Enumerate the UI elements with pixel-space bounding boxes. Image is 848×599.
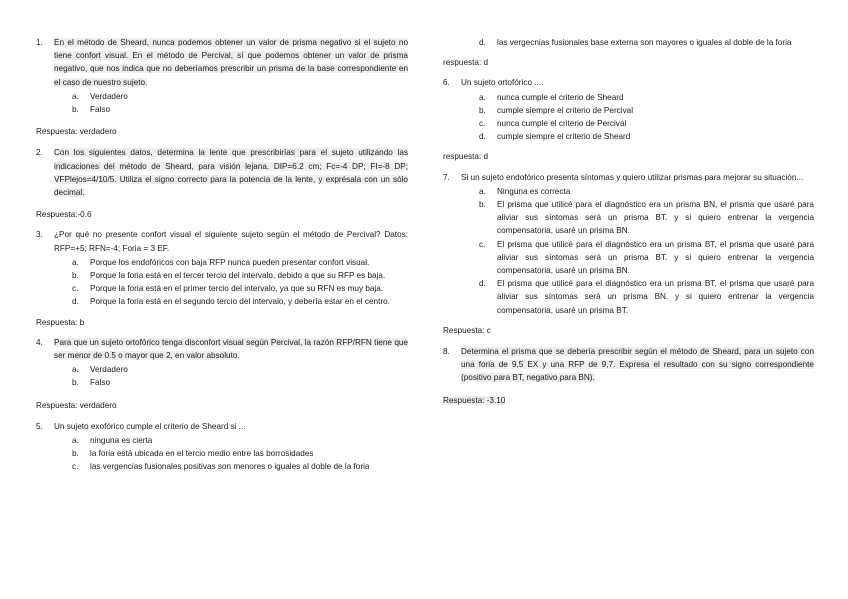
options-list bbox=[36, 434, 408, 474]
question-number: 5. bbox=[36, 421, 43, 431]
option-d: d. cumple siempre el criterio de Sheard bbox=[479, 132, 631, 142]
answer-text: Respuesta: -3.10 bbox=[443, 395, 506, 405]
question-text: Si un sujeto endofórico presenta síntomas y quiero utilizar prismas para mejorar su situación... bbox=[461, 172, 804, 182]
question-number: 1. bbox=[36, 38, 43, 47]
option-a: a. Ninguna es correcta bbox=[479, 186, 571, 196]
option-a: a. nunca cumple el criterio de Sheard bbox=[479, 92, 624, 102]
question-text: Determina el prisma que se debería prescribir según el método de Sheard, para un sujeto con una foria de 9,5 EX y una RFP de 9,7. Expresa el resultado con su signo correspondiente (positivo para BT, negativo para BN). bbox=[461, 347, 814, 383]
question-number: 3. bbox=[36, 230, 43, 240]
option-a: a. Verdadero bbox=[72, 91, 128, 101]
options-list bbox=[36, 90, 408, 116]
right-column bbox=[443, 36, 814, 415]
question-7 bbox=[443, 171, 814, 184]
question-number: 2. bbox=[36, 148, 43, 158]
answer-text: Respuesta: c bbox=[443, 325, 491, 335]
question-6 bbox=[443, 76, 814, 89]
answer-text: Respuesta: verdadero bbox=[36, 400, 117, 410]
option-d: d. Porque la foria está en el segundo tercio del intervalo, y debería estar en el centro. bbox=[72, 297, 390, 307]
options-list bbox=[443, 91, 814, 144]
left-column bbox=[36, 36, 408, 474]
question-text: Un sujeto ortofórico .... bbox=[461, 78, 544, 88]
answer-text: Respuesta: verdadero bbox=[36, 127, 117, 137]
option-d: d. las vergecnias fusionales base externa son mayores o iguales al doble de la foria bbox=[479, 38, 792, 47]
option-c: c. Porque la foria está en el primer tercio del intervalo, ya que su RFN es muy baja. bbox=[72, 284, 384, 294]
option-b: b. Falso bbox=[72, 378, 111, 388]
options-list bbox=[443, 185, 814, 317]
option-c: c. El prisma que utilicé para el diagnóstico era un prisma BT, el prisma que usaré para aliviar sus síntomas será un prisma BT. y si quiero entrenar la vergencia compensatoria, usaré un prisma BN. bbox=[479, 239, 814, 276]
question-4 bbox=[36, 336, 408, 362]
option-c: c. las vergencias fusionales positivas son menores o iguales al doble de la foria bbox=[72, 462, 370, 472]
options-list bbox=[36, 256, 408, 309]
question-number: 6. bbox=[443, 78, 450, 88]
option-b: b. cumple siempre el criterio de Percival bbox=[479, 105, 634, 115]
answer-text: respuesta: d bbox=[443, 152, 489, 162]
answer-text: Respuesta:-0.6 bbox=[36, 210, 92, 220]
options-list bbox=[443, 36, 814, 49]
answer-text: respuesta: d bbox=[443, 58, 489, 68]
question-text: En el método de Sheard, nunca podemos obtener un valor de prisma negativo si el sujeto no tiene confort visual. En el método de Percival, sí que podemos obtener un valor de prisma negativo, que nos indica que no deberíamos prescribir un prisma de la base correspondiente en el caso de nuestro sujeto. bbox=[54, 38, 408, 87]
option-c: c. nunca cumple el criterio de Percival bbox=[479, 119, 627, 129]
option-d: d. El prisma que utilicé para el diagnóstico era un prisma BT, el prisma que usaré para aliviar sus síntomas será un prisma BN. y si quiero entrenar la vergencia compensatoria, usaré un prisma BT. bbox=[479, 279, 814, 315]
question-2 bbox=[36, 146, 408, 199]
question-number: 4. bbox=[36, 337, 43, 347]
question-text: Con los siguientes datos, determina la lente que prescribirías para el sujeto utilizando las indicaciones del método de Sheard, para visión lejana. DIP=6.2 cm; Fc=-4 DP; FI=-8 DP; VFPlejos=4/10/5. Utiliza el signo correcto para la potencia de la lente, y exprésala con un sólo decimal. bbox=[54, 148, 408, 198]
options-list bbox=[36, 363, 408, 389]
option-b: b. Falso bbox=[72, 105, 111, 115]
option-b: b. la foria está ubicada en el tercio medio entre las borrosidades bbox=[72, 449, 314, 459]
question-text: ¿Por qué no presente confort visual el siguiente sujeto según el método de Percival? Datos: RFP=+5; RFN=-4; Foria = 3 EF. bbox=[54, 230, 408, 253]
answer-text: Respuesta: b bbox=[36, 317, 85, 327]
question-number: 8. bbox=[443, 347, 450, 357]
question-number: 7. bbox=[443, 172, 450, 182]
option-b: b. El prisma que utilicé para el diagnóstico era un prisma BN, el prisma que usaré para aliviar sus síntomas será un prisma BT. y si quiero entrenar la vergencia compensatoria, usaré un prisma BN. bbox=[479, 200, 814, 236]
question-3 bbox=[36, 228, 408, 254]
question-5 bbox=[36, 420, 408, 433]
option-a: a. Porque los endofóricos con baja RFP nunca pueden presentar confort visual. bbox=[72, 257, 370, 267]
option-b: b. Porque la foria está en el tercer tercio del intervalo, debido a que su RFP es baja. bbox=[72, 271, 386, 281]
option-a: a. ninguna es cierta bbox=[72, 436, 153, 446]
option-a: a. Verdadero bbox=[72, 365, 128, 375]
question-text: Para que un sujeto ortofórico tenga disconfort visual según Percival, la razón RFP/RFN tiene que ser menor de 0.5 o mayor que 2, en valor absoluto. bbox=[54, 337, 408, 361]
question-8 bbox=[443, 345, 814, 385]
question-text: Un sujeto exofórico cumple el criterio de Sheard si ... bbox=[54, 421, 246, 431]
question-1 bbox=[36, 36, 408, 89]
